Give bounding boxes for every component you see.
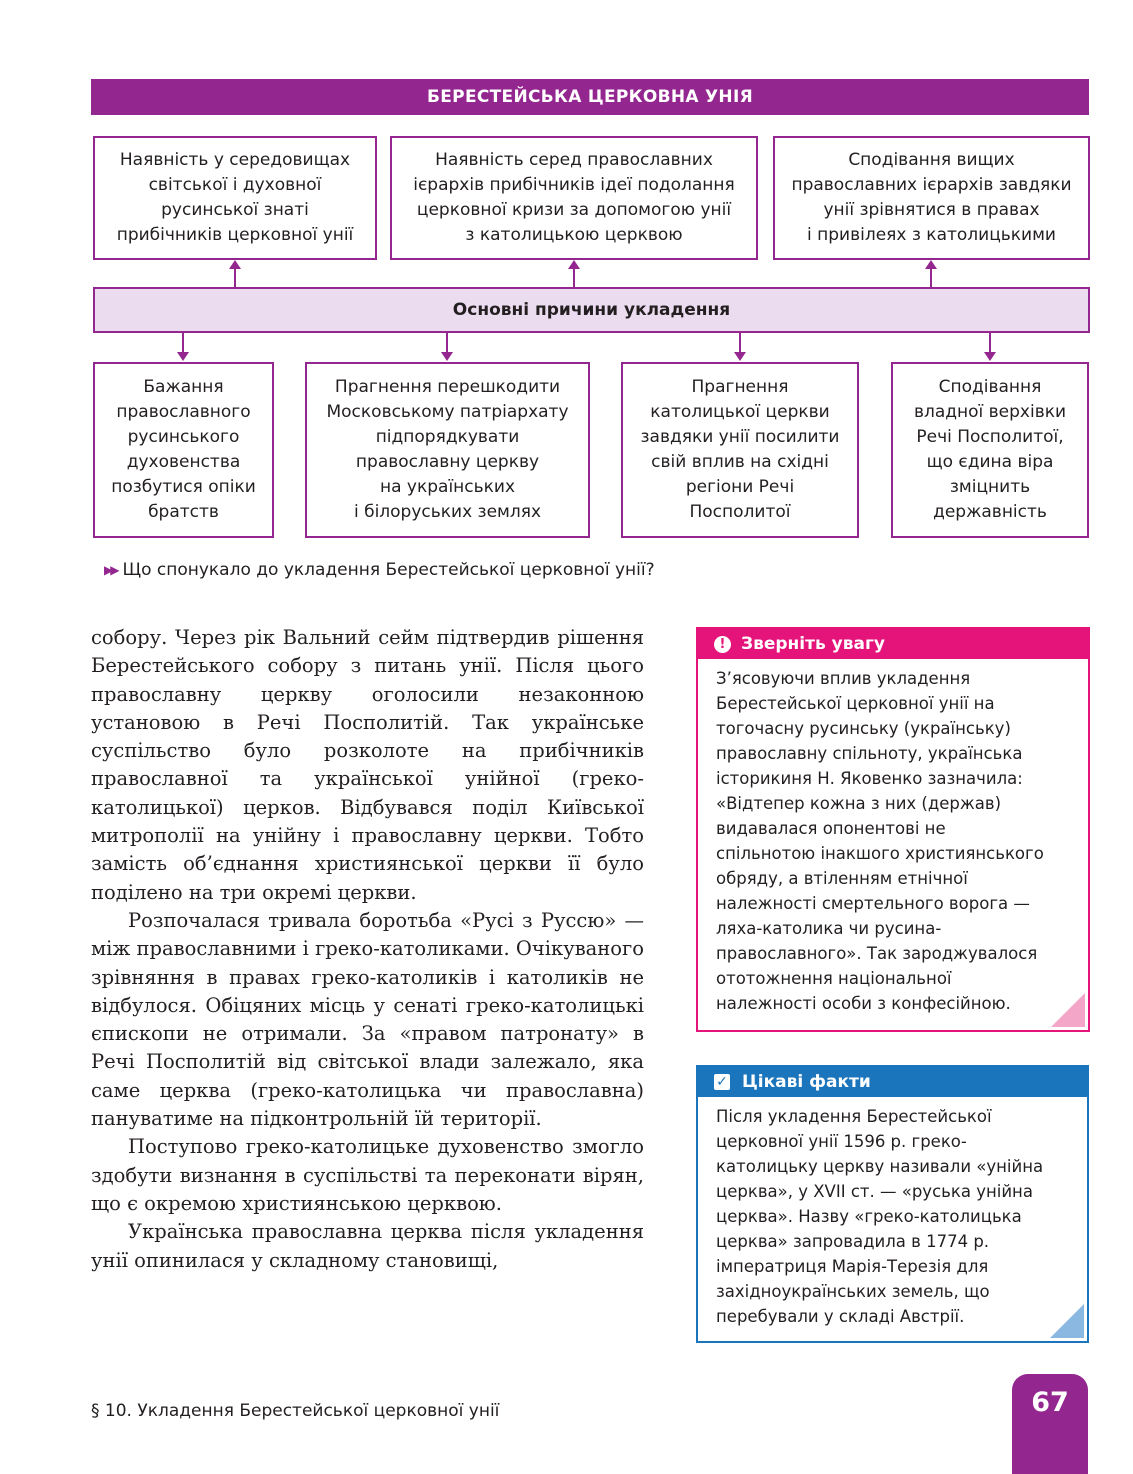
paragraph: Розпочалася тривала боротьба «Русі з Руссю» — між православними і греко-католиками. Очікуваного зрівняння в правах греко-католиків і католиків не відбулося. Обіцяних місць у сенаті греко-католицькі єпископи не отримали. За «правом патронату» в Речі Посполитій від світської влади залежало, яка саме церква (греко-католицька чи православна) пануватиме на підконтрольній їй території. (91, 908, 644, 1131)
top-box-2 (390, 136, 758, 260)
top-box-1 (93, 136, 377, 260)
facts-title: Цікаві факти (742, 1072, 871, 1092)
diagram-question (104, 560, 655, 580)
checkbox-icon: ✓ (714, 1074, 730, 1090)
arrow-down-icon (984, 352, 996, 361)
diagram-center-bar: Основні причини укладення (93, 287, 1090, 333)
bottom-box-4 (891, 362, 1089, 538)
attention-title: Зверніть увагу (741, 634, 885, 654)
arrow-up-icon (229, 260, 241, 269)
connector-line (234, 268, 236, 287)
corner-fold-icon (1050, 1304, 1084, 1338)
arrow-down-icon (177, 352, 189, 361)
connector-line (446, 333, 448, 353)
attention-text: З’ясовуючи вплив укладення Берестейської церковної унії на тогочасну русинську (українську) православну спільноту, українська історикиня Н. Яковенко зазначила: «Відтепер кожна з них (держав) видавалася опонентові не спільнотою інакшого християнського обряду, а втіленням етнічної належності смертельного ворога — ляха-католика чи русина- православного». Так зароджувалося ототожнення національної належності особи з конфесійною. (716, 669, 1044, 1013)
main-text (91, 624, 644, 1275)
attention-header (698, 629, 1088, 659)
page-number: 67 (1012, 1374, 1088, 1474)
connector-line (930, 268, 932, 287)
bottom-box-1-text: Бажання православного русинського духовенства позбутися опіки братств (111, 377, 256, 522)
connector-line (573, 268, 575, 287)
section-footer: § 10. Укладення Берестейської церковної унії (91, 1401, 500, 1421)
facts-header (698, 1067, 1087, 1097)
top-box-3-text: Сподівання вищих православних ієрархів завдяки унії зрівнятися в правах і привілеях з католицькими (791, 150, 1072, 245)
top-box-3 (773, 136, 1090, 260)
arrow-up-icon (925, 260, 937, 269)
connector-line (989, 333, 991, 353)
top-box-1-text: Наявність у середовищах світської і духовної русинської знаті прибічників церковної унії (116, 150, 354, 245)
bottom-box-3-text: Прагнення католицької церкви завдяки унії посилити свій вплив на східні регіони Речі Посполитої (640, 377, 840, 522)
diagram-title: БЕРЕСТЕЙСЬКА ЦЕРКОВНА УНІЯ (91, 79, 1089, 115)
bottom-box-2-text: Прагнення перешкодити Московському патріархату підпорядкувати православну церкву на українських і білоруських землях (326, 377, 569, 522)
question-text: Що спонукало до укладення Берестейської церковної унії? (122, 560, 655, 580)
connector-line (182, 333, 184, 353)
paragraph: Поступово греко-католицьке духовенство змогло здобути визнання в суспільстві та переконати вірян, що є окремою християнською церквою. (91, 1135, 644, 1215)
paragraph: Українська православна церква після укладення унії опинилася у складному становищі, (91, 1220, 644, 1272)
exclamation-icon: ! (714, 636, 731, 653)
arrow-up-icon (568, 260, 580, 269)
attention-box (696, 627, 1090, 1032)
paragraph: собору. Через рік Вальний сейм підтвердив рішення Берестейського собору з питань унії. Після цього православну церкву оголосили незаконною установою в Речі Посполитій. Так українське суспільство було розколоте на прибічників православної та української унійної (греко-католицької) церков. Відбувався поділ Київської митрополії на унійну і православну церкви. Тобто замість об’єднання християнської церкви її було поділено на три окремі церкви. (91, 626, 644, 904)
connector-line (739, 333, 741, 353)
facts-text: Після укладення Берестейської церковної унії 1596 р. греко- католицьку церкву називали «унійна церква», у XVII ст. — «руська унійна церква». Назву «греко-католицька церква» запровадила в 1774 р. імператриця Марія-Терезія для західноукраїнських земель, що перебували у складі Австрії. (716, 1107, 1044, 1326)
bottom-box-4-text: Сподівання владної верхівки Речі Посполитої, що єдина віра зміцнить державність (913, 377, 1067, 522)
arrow-down-icon (734, 352, 746, 361)
top-box-2-text: Наявність серед православних ієрархів прибічників ідеї подолання церковної кризи за допомогою унії з католицькою церквою (413, 150, 735, 245)
facts-box (696, 1065, 1089, 1343)
corner-fold-icon (1051, 993, 1085, 1027)
double-arrow-icon: ▶▶ (104, 563, 117, 577)
bottom-box-3 (621, 362, 859, 538)
arrow-down-icon (441, 352, 453, 361)
bottom-box-1 (93, 362, 274, 538)
bottom-box-2 (305, 362, 590, 538)
